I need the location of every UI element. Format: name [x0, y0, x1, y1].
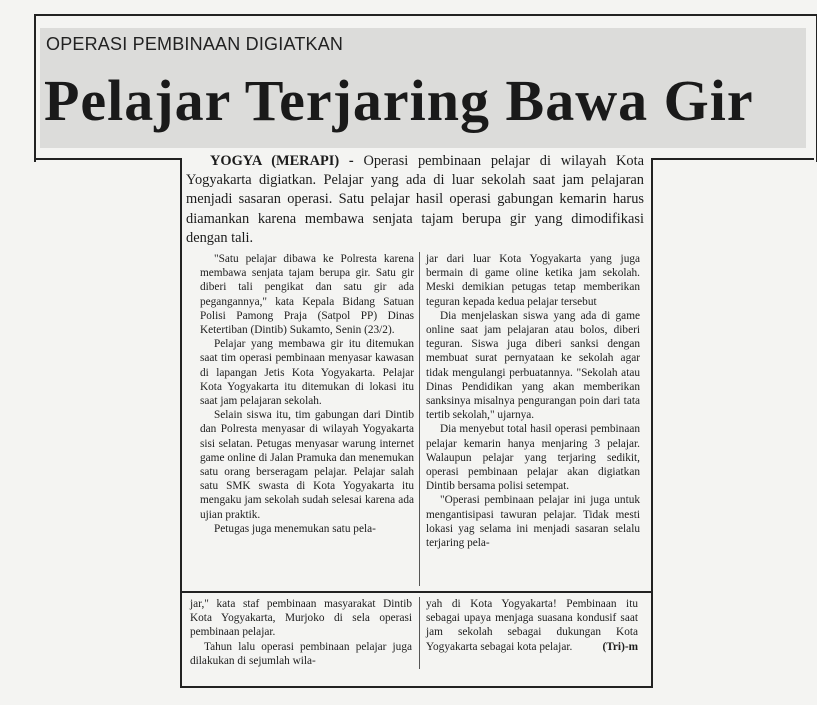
article-lead [186, 152, 644, 248]
rule-column-divider [419, 252, 420, 586]
paragraph [426, 597, 638, 654]
rule-body-left [180, 158, 182, 592]
paragraph-text: yah di Kota Yogyakarta! Pembinaan itu sebagai upaya menjaga suasana kondusif saat jam sekolah sebagai dukungan Kota Yogyakarta sebagai kota pelajar. [426, 598, 638, 653]
rule-right-lower [652, 158, 814, 160]
article-column-1 [200, 252, 414, 536]
headline: Pelajar Terjaring Bawa Gir [44, 68, 754, 133]
kicker: OPERASI PEMBINAAN DIGIATKAN [46, 34, 344, 54]
paragraph: Dia menyebut total hasil operasi pembinaan pelajar kemarin hanya menjaring 3 pelajar. Walaupun pelajar yang terjaring sedikit, operasi pembinaan pelajar akan digiatkan Dintib bersama polisi setempat. [426, 423, 640, 493]
dateline: YOGYA (MERAPI) - [210, 153, 354, 169]
article-column-4 [426, 597, 638, 654]
paragraph: Pelajar yang membawa gir itu ditemukan saat tim operasi pembinaan menyasar kawasan di lapangan Jetis Kota Yogyakarta. Pelajar Kota Yogyakarta itu ditemukan di lokasi itu saat jam pelajaran sekolah. [200, 338, 414, 408]
paragraph: "Satu pelajar dibawa ke Polresta karena membawa senjata tajam berupa gir. Satu gir diberi tali pengikat dan satu gir ada pegangannya," kata Kepala Bidang Satuan Polisi Pamong Praja (Satpol PP) Dinas Ketertiban (Dintib) Sukamto, Senin (23/2). [200, 253, 414, 337]
paragraph: Selain siswa itu, tim gabungan dari Dintib dan Polresta menyasar di wilayah Yogyakarta sisi selatan. Petugas menyasar warung internet game online di Jalan Pramuka dan menemukan satu orang berseragam pelajar. Pelajar salah satu SMK swasta di Kota Yogyakarta itu mengaku jam sekolah sudah selesai karena ada ujian praktik. [200, 409, 414, 521]
rule-bottom-left-side [180, 591, 182, 688]
rule-left-lower [34, 158, 182, 160]
rule-bottom [180, 686, 653, 688]
paragraph: Petugas juga menemukan satu pela- [214, 522, 376, 535]
paragraph: "Operasi pembinaan pelajar ini juga untuk mengantisipasi tawuran pelajar. Tidak mesti lokasi yag selama ini menjadi sasaran selalu terjaring pela- [426, 494, 640, 550]
byline-signature: (Tri)-m [602, 640, 638, 653]
lead-text: Operasi pembinaan pelajar di wilayah Kota Yogyakarta digiatkan. Pelajar yang ada di luar sekolah saat jam pelajaran menjadi sasaran operasi. Satu pelajar hasil operasi gabungan kemarin harus diamankan karena membawa senjata tajam berupa gir yang dimodifikasi dengan tali. [186, 153, 644, 246]
rule-bottom-column-divider [419, 597, 420, 669]
paragraph: jar dari luar Kota Yogyakarta yang juga bermain di game oline ketika jam sekolah. Meski demikian petugas tetap memberikan teguran kepada kedua pelajar tersebut [426, 253, 640, 308]
paragraph: jar," kata staf pembinaan masyarakat Dintib Kota Yogyakarta, Murjoko di sela operasi pembinaan pelajar. [190, 598, 412, 639]
article-column-2 [426, 252, 640, 550]
article-column-3 [190, 597, 412, 668]
rule-body-right [651, 158, 653, 688]
paragraph: Dia menjelaskan siswa yang ada di game online saat jam pelajaran atau bolos, diberi teguran. Siswa juga diberi sanksi dengan membuat surat pernyataan ke sekolah agar tidak mengulangi perbuatannya. "Sekolah atau Dinas Pendidikan yang akan memberikan sanksinya misalnya pengurangan poin dari tata tertib sekolah," ujarnya. [426, 309, 640, 422]
rule-body-bottom-split [180, 591, 653, 593]
paragraph: Tahun lalu operasi pembinaan pelajar juga dilakukan di sejumlah wila- [190, 640, 412, 667]
